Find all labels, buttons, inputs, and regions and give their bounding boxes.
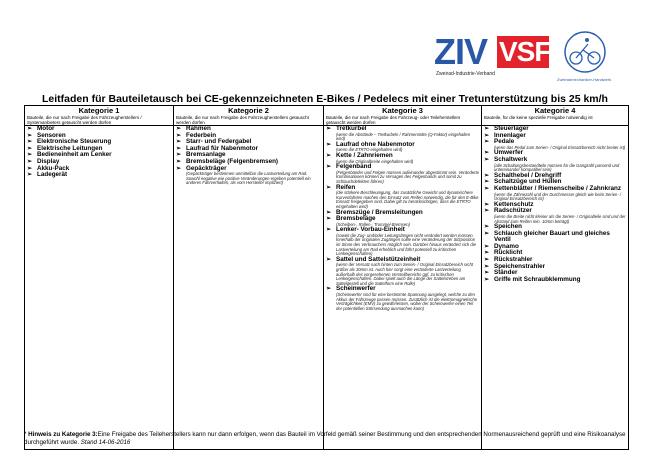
- arrow-bullet-icon: ➢: [484, 179, 490, 186]
- arrow-bullet-icon: ➢: [326, 256, 332, 263]
- item-note: (Gepäckträger bestimmen unmittelbar die Lastverteilung am Rad. Sowohl negative wie positive Veränderungen ergeben potentiell ein anderes Fahrverhalten, als vom Hersteller impliziert): [186, 171, 311, 186]
- list-item: [27, 172, 171, 179]
- column-heading: Kategorie 2: [228, 106, 269, 115]
- list-item: [326, 185, 479, 210]
- item-label: Bremszüge / Bremsleitungen: [336, 208, 423, 216]
- arrow-bullet-icon: ➢: [326, 152, 332, 159]
- arrow-bullet-icon: ➢: [176, 152, 182, 159]
- item-label: Steuerlager: [494, 125, 529, 132]
- category-cell: [25, 126, 174, 450]
- arrow-bullet-icon: ➢: [326, 216, 332, 223]
- footnote-text: Eine Freigabe des Teileherstellers kann nur dann erfolgen, wenn das Bauteil im Vorfeld gemäß seiner Bestimmung und den entsprechenden Normenausreichend geprüft und eine Risikoanalyse durchgeführt wurde.: [24, 431, 626, 446]
- item-label: Radschützer: [494, 207, 532, 215]
- item-label: Rücklicht: [494, 249, 523, 257]
- item-list: [27, 126, 171, 179]
- item-label: Bremsanlage: [186, 151, 226, 159]
- item-label: Griffe mit Schraubklemmung: [494, 275, 581, 283]
- item-label: Schalthebel / Drehgriff: [494, 171, 562, 179]
- arrow-bullet-icon: ➢: [484, 172, 490, 179]
- item-label: Pedale: [494, 138, 515, 146]
- footnote-date: Stand 14-06-2016: [80, 438, 131, 446]
- arrow-bullet-icon: ➢: [27, 126, 33, 132]
- arrow-bullet-icon: ➢: [326, 164, 332, 171]
- list-item: [484, 277, 626, 284]
- item-label: Reifen: [336, 183, 356, 191]
- item-note: (alle Schaltungsbestandteile müssen für die Gangzahl passend und untereinander kompatibel sein): [494, 162, 620, 173]
- list-item: [484, 157, 626, 173]
- bike-logo-text: Zweiradmechaniker-Handwerk: [557, 77, 612, 82]
- arrow-bullet-icon: ➢: [27, 158, 33, 165]
- column-heading: Kategorie 3: [382, 106, 423, 115]
- item-label: Gepäckträger: [186, 164, 227, 172]
- arrow-bullet-icon: ➢: [176, 126, 182, 132]
- list-item: [176, 166, 321, 186]
- ziv-logo: ZIV: [434, 31, 488, 72]
- item-label: Felgenband: [336, 163, 372, 171]
- item-label: Bedieneinheit am Lenker: [37, 151, 112, 159]
- column-header: [174, 106, 324, 126]
- column-subheading: Bauteile, die nur nach Freigabe des Fahrzeug- oder Teileherstellers getauscht werden dürfen: [326, 115, 461, 125]
- item-label: Lenker- Vorbau-Einheit: [336, 226, 405, 234]
- item-label: Motor: [37, 125, 55, 132]
- item-label: Sattel und Sattelstützeinheit: [336, 255, 421, 263]
- list-item: [484, 186, 626, 202]
- arrow-bullet-icon: ➢: [27, 165, 33, 172]
- category-cell: [174, 126, 324, 450]
- arrow-bullet-icon: ➢: [484, 243, 490, 250]
- item-label: Elektrische Leitungen: [37, 144, 103, 152]
- item-note: (Felgenbänder und Felgen müssen aufeinander abgestimmt sein. Veränderte Kombinationen können zu Versagen des Felgenbands und somit zu Schlauchdefekten führen): [336, 169, 480, 184]
- arrow-bullet-icon: ➢: [326, 141, 332, 148]
- page-title: Leitfaden für Bauteiletausch bei CE-gekennzeichneten E-Bikes / Pedelecs mit einer Tretunterstützung bis 25 km/h: [42, 93, 608, 105]
- column-subheading: Bauteile, die nur nach Freigabe des Fahrzeugherstellers / Systemanbieters getauscht werden dürfen: [27, 115, 142, 125]
- item-label: Elektronische Steuerung: [37, 138, 112, 146]
- item-label: Ständer: [494, 269, 518, 277]
- column-subheading: Bauteile, für die keine spezielle Freigabe notwendig ist: [484, 115, 593, 120]
- arrow-bullet-icon: ➢: [326, 227, 332, 234]
- item-note: (wenn die Zähnezahl und der Durchmesser gleich wie beim Serien- / Original Einsatzbereich ist): [494, 191, 622, 202]
- item-note: (wenn die Breite nicht kleiner als die Serien- / Originalteile sind und der Abstand zum Reifen min. 10mm beträgt): [494, 213, 626, 224]
- arrow-bullet-icon: ➢: [27, 145, 33, 152]
- list-item: [326, 164, 479, 184]
- ziv-logo-subtitle: Zweirad-Industrie-Verband: [436, 71, 495, 77]
- arrow-bullet-icon: ➢: [484, 224, 490, 231]
- item-label: Bremsbeläge: [336, 215, 376, 223]
- arrow-bullet-icon: ➢: [27, 132, 33, 139]
- item-label: Speichenstrahler: [494, 262, 546, 270]
- item-label: Scheinwerfer: [336, 285, 376, 293]
- arrow-bullet-icon: ➢: [484, 132, 490, 139]
- arrow-bullet-icon: ➢: [484, 201, 490, 208]
- item-list: [484, 126, 626, 283]
- arrow-bullet-icon: ➢: [484, 185, 490, 192]
- item-label: Innenlager: [494, 131, 526, 139]
- item-note: (Scheinwerfer sind für eine bestimmte Spannung ausgelegt, welche zu den Akkus der Fahrzeuge passen müssen. Zusätzlich ist die elektromagnetische Verträglichkeit (EMV) zu gewährleisten, wobei der Scheinwerfer einen Teil der potentiellen Störsendung ausmachen kann): [336, 292, 478, 311]
- item-label: Kettenschutz: [494, 200, 534, 208]
- item-label: Rahmen: [186, 125, 211, 132]
- item-note: (wenn die Originalbreite eingehalten wird): [336, 158, 414, 164]
- column-header: [482, 106, 629, 126]
- list-item: [326, 257, 479, 287]
- item-note: (wenn das Pedal zum Serien- / Original Einsatzbereich nicht breiter ist): [494, 144, 626, 150]
- category-table: [24, 105, 629, 450]
- arrow-bullet-icon: ➢: [176, 132, 182, 139]
- item-label: Tretkurbel: [336, 125, 367, 132]
- item-note: (wenn die Abstände – Tretkurbeln / Rahmenmitte (Q-Faktor) eingehalten wird): [336, 131, 471, 142]
- column-subheading: Bauteile, die nur nach Freigabe des Fahrzeugherstellers getauscht werden dürfen: [176, 115, 309, 125]
- item-label: Umwerfer: [494, 149, 524, 157]
- arrow-bullet-icon: ➢: [484, 270, 490, 277]
- category-cell: [482, 126, 629, 450]
- list-item: [326, 126, 479, 142]
- arrow-bullet-icon: ➢: [176, 139, 182, 146]
- column-heading: Kategorie 1: [78, 106, 120, 115]
- item-label: Schlauch gleicher Bauart und gleiches Ventil: [494, 229, 610, 244]
- footnote: [24, 431, 634, 446]
- logo-bar: [0, 30, 650, 90]
- bike-logo-icon: [560, 30, 610, 80]
- item-list: [176, 126, 321, 186]
- item-label: Starr- und Federgabel: [186, 138, 252, 146]
- arrow-bullet-icon: ➢: [484, 150, 490, 157]
- arrow-bullet-icon: ➢: [27, 152, 33, 159]
- item-note: (wenn die ETRTO eingehalten wird): [336, 147, 403, 153]
- item-label: Kette / Zahnriemen: [336, 151, 393, 159]
- column-header: [25, 106, 174, 126]
- item-note: (die stärkere Beschleunigung, das zusätzliche Gewicht und dynamischere Kurvenfahrten machen den Einsatz von Reifen notwendig, die für den E-Bike Einsatz freigegeben sind. Dabei gilt zu berücksichtigen, dass die ETRTO eingehalten wird): [336, 190, 479, 209]
- footnote-marker: *: [24, 431, 27, 438]
- item-label: Dynamo: [494, 242, 519, 250]
- arrow-bullet-icon: ➢: [176, 145, 182, 152]
- arrow-bullet-icon: ➢: [27, 172, 33, 179]
- vsf-logo: VSF.: [499, 36, 555, 67]
- arrow-bullet-icon: ➢: [484, 250, 490, 257]
- item-list: [326, 126, 479, 311]
- column-header: [324, 106, 482, 126]
- item-label: Display: [37, 157, 60, 165]
- item-label: Kettenblätter / Riemenscheibe / Zahnkranz: [494, 184, 622, 192]
- item-label: Schaltwerk: [494, 155, 528, 163]
- item-label: Speichen: [494, 223, 522, 231]
- item-label: Federbein: [186, 131, 217, 139]
- arrow-bullet-icon: ➢: [176, 158, 182, 165]
- arrow-bullet-icon: ➢: [484, 139, 490, 146]
- arrow-bullet-icon: ➢: [326, 286, 332, 293]
- arrow-bullet-icon: ➢: [484, 263, 490, 270]
- arrow-bullet-icon: ➢: [176, 165, 182, 172]
- arrow-bullet-icon: ➢: [326, 209, 332, 216]
- arrow-bullet-icon: ➢: [326, 184, 332, 191]
- list-item: [484, 208, 626, 224]
- item-note: (Scheiben-, Rollen-, Trommel-Bremsen): [336, 221, 410, 227]
- list-item: [326, 227, 479, 257]
- item-note: (wenn der Versatz nach hinten zum Serien- / Original Einsatzbereich nicht größer als 30mm ist. Auch hier sorgt eine veränderte Lastverteilung außerhalb des vorgesehenen Verstellbereichs ggf. zu kritischen Lenkeigenschaften. Dabei spielt auch die Länge der Sattelstreben am Sattelgestell und die Sattelform eine Rolle): [336, 262, 473, 286]
- item-label: Bremsbeläge (Felgenbremsen): [186, 157, 279, 165]
- item-label: Akku-Pack: [37, 164, 70, 172]
- item-note: (soweit die Zug- und/oder Leitungslängen nicht verändert werden müssen. Innerhalb der originalen Zugängen sollte eine Veränderung der Sitzposition im Sinne des Verbrauchers möglich sein. Darüber hinaus verändert sich die Lastverteilung am Rad erheblich und führt potentiell zu kritischen Lenkeigenschaften): [336, 232, 476, 257]
- arrow-bullet-icon: ➢: [484, 208, 490, 215]
- arrow-bullet-icon: ➢: [484, 156, 490, 163]
- arrow-bullet-icon: ➢: [484, 276, 490, 283]
- category-cell: [324, 126, 482, 450]
- list-item: [326, 286, 479, 311]
- item-label: Rückstrahler: [494, 256, 533, 264]
- item-label: Laufrad für Nabenmotor: [186, 144, 259, 152]
- arrow-bullet-icon: ➢: [326, 126, 332, 132]
- arrow-bullet-icon: ➢: [27, 139, 33, 146]
- item-label: Sensoren: [37, 131, 66, 139]
- arrow-bullet-icon: ➢: [484, 126, 490, 132]
- item-label: Schaltzüge und Hüllen: [494, 178, 562, 186]
- arrow-bullet-icon: ➢: [484, 230, 490, 237]
- column-heading: Kategorie 4: [534, 106, 576, 115]
- footnote-heading: Hinweis zu Kategorie 3:: [28, 431, 98, 438]
- item-label: Laufrad ohne Nabenmotor: [336, 140, 415, 148]
- item-label: Ladegerät: [37, 171, 68, 179]
- arrow-bullet-icon: ➢: [484, 257, 490, 264]
